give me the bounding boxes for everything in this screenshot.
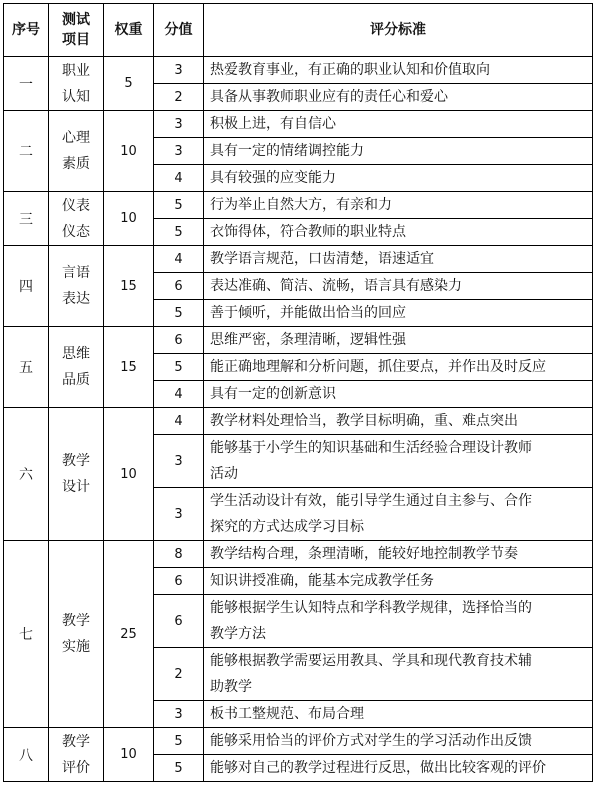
score-cell: 8 [154,541,204,568]
test-item-line2: 仪态 [62,223,90,240]
criteria-cell: 板书工整规范、布局合理 [204,701,593,728]
criteria-cell [204,435,593,488]
test-item-line2: 素质 [62,156,90,172]
test-item-line2: 表达 [62,291,90,307]
score-cell: 5 [154,755,204,782]
score-cell: 6 [154,595,204,648]
table-body [4,57,593,782]
score-cell: 5 [154,728,204,755]
criteria-line2: 助教学 [210,679,252,695]
header-score: 分值 [154,4,204,57]
weight-cell: 10 [104,408,154,541]
test-item-cell [49,192,104,246]
criteria-cell: 具备从事教师职业应有的责任心和爱心 [204,84,593,111]
score-cell: 3 [154,111,204,138]
criteria-cell: 能够对自己的教学过程进行反思，做出比较客观的评价 [204,755,593,782]
score-cell: 5 [154,354,204,381]
header-test-item [49,4,104,57]
criteria-cell: 积极上进，有自信心 [204,111,593,138]
test-item-line1: 思维 [62,346,90,362]
table-row [4,246,593,273]
criteria-cell: 善于倾听，并能做出恰当的回应 [204,300,593,327]
criteria-cell: 行为举止自然大方，有亲和力 [204,192,593,219]
criteria-cell [204,488,593,541]
criteria-cell: 衣饰得体，符合教师的职业特点 [204,219,593,246]
score-cell: 4 [154,165,204,192]
test-item-cell [49,246,104,327]
table-row [4,728,593,755]
header-seq: 序号 [4,4,49,57]
criteria-line1: 学生活动设计有效，能引导学生通过自主参与、合作 [210,493,532,509]
test-item-cell [49,57,104,111]
test-item-line2: 认知 [62,88,90,105]
score-cell: 3 [154,701,204,728]
test-item-line1: 教学 [62,733,90,750]
seq-cell: 六 [4,408,49,541]
header-item-line1: 测试 [62,12,90,28]
score-cell: 2 [154,648,204,701]
header-item-line2: 项目 [62,32,90,48]
score-cell: 3 [154,57,204,84]
weight-cell: 10 [104,728,154,782]
test-item-cell [49,111,104,192]
weight-cell: 10 [104,111,154,192]
score-cell: 5 [154,192,204,219]
weight-cell: 5 [104,57,154,111]
criteria-cell: 教学语言规范，口齿清楚，语速适宜 [204,246,593,273]
weight-cell: 15 [104,246,154,327]
criteria-cell: 能够采用恰当的评价方式对学生的学习活动作出反馈 [204,728,593,755]
seq-cell: 二 [4,111,49,192]
criteria-line2: 活动 [210,466,238,482]
header-weight: 权重 [104,4,154,57]
score-cell: 6 [154,273,204,300]
header-row [4,4,593,57]
seq-cell: 八 [4,728,49,782]
weight-cell: 15 [104,327,154,408]
criteria-line1: 能够基于小学生的知识基础和生活经验合理设计教师 [210,440,532,456]
criteria-cell: 知识讲授准确，能基本完成教学任务 [204,568,593,595]
criteria-cell: 热爱教育事业，有正确的职业认知和价值取向 [204,57,593,84]
test-item-line2: 设计 [62,479,90,495]
table-row [4,541,593,568]
test-item-line1: 仪表 [62,197,90,214]
weight-cell: 10 [104,192,154,246]
test-item-line1: 职业 [62,62,90,79]
test-item-cell [49,541,104,728]
test-item-line1: 言语 [62,265,90,281]
seq-cell: 一 [4,57,49,111]
criteria-cell: 表达准确、简洁、流畅，语言具有感染力 [204,273,593,300]
weight-cell: 25 [104,541,154,728]
score-cell: 2 [154,84,204,111]
criteria-cell: 教学材料处理恰当，教学目标明确，重、难点突出 [204,408,593,435]
criteria-cell [204,648,593,701]
test-item-line2: 品质 [62,372,90,388]
test-item-line1: 教学 [62,613,90,629]
criteria-cell: 能正确地理解和分析问题，抓住要点，并作出及时反应 [204,354,593,381]
test-item-line1: 心理 [62,130,90,146]
criteria-cell: 具有一定的情绪调控能力 [204,138,593,165]
criteria-line1: 能够根据学生认知特点和学科教学规律，选择恰当的 [210,600,532,616]
scoring-criteria-table [3,3,593,782]
table-row [4,408,593,435]
test-item-cell [49,728,104,782]
criteria-cell: 具有较强的应变能力 [204,165,593,192]
table-row [4,192,593,219]
score-cell: 3 [154,488,204,541]
criteria-cell: 教学结构合理，条理清晰，能较好地控制教学节奏 [204,541,593,568]
seq-cell: 四 [4,246,49,327]
test-item-line2: 实施 [62,639,90,655]
criteria-line1: 能够根据教学需要运用教具、学具和现代教育技术辅 [210,653,532,669]
test-item-cell [49,327,104,408]
test-item-line1: 教学 [62,453,90,469]
seq-cell: 三 [4,192,49,246]
score-cell: 4 [154,246,204,273]
criteria-cell: 思维严密，条理清晰，逻辑性强 [204,327,593,354]
score-cell: 4 [154,408,204,435]
test-item-line2: 评价 [62,759,90,776]
criteria-line2: 探究的方式达成学习目标 [210,519,364,535]
criteria-line2: 教学方法 [210,626,266,642]
seq-cell: 五 [4,327,49,408]
table-row [4,57,593,84]
score-cell: 5 [154,300,204,327]
criteria-cell [204,595,593,648]
header-criteria: 评分标准 [204,4,593,57]
score-cell: 3 [154,435,204,488]
score-cell: 5 [154,219,204,246]
criteria-cell: 具有一定的创新意识 [204,381,593,408]
table-row [4,111,593,138]
table-row [4,327,593,354]
score-cell: 4 [154,381,204,408]
score-cell: 6 [154,327,204,354]
score-cell: 6 [154,568,204,595]
seq-cell: 七 [4,541,49,728]
score-cell: 3 [154,138,204,165]
test-item-cell [49,408,104,541]
